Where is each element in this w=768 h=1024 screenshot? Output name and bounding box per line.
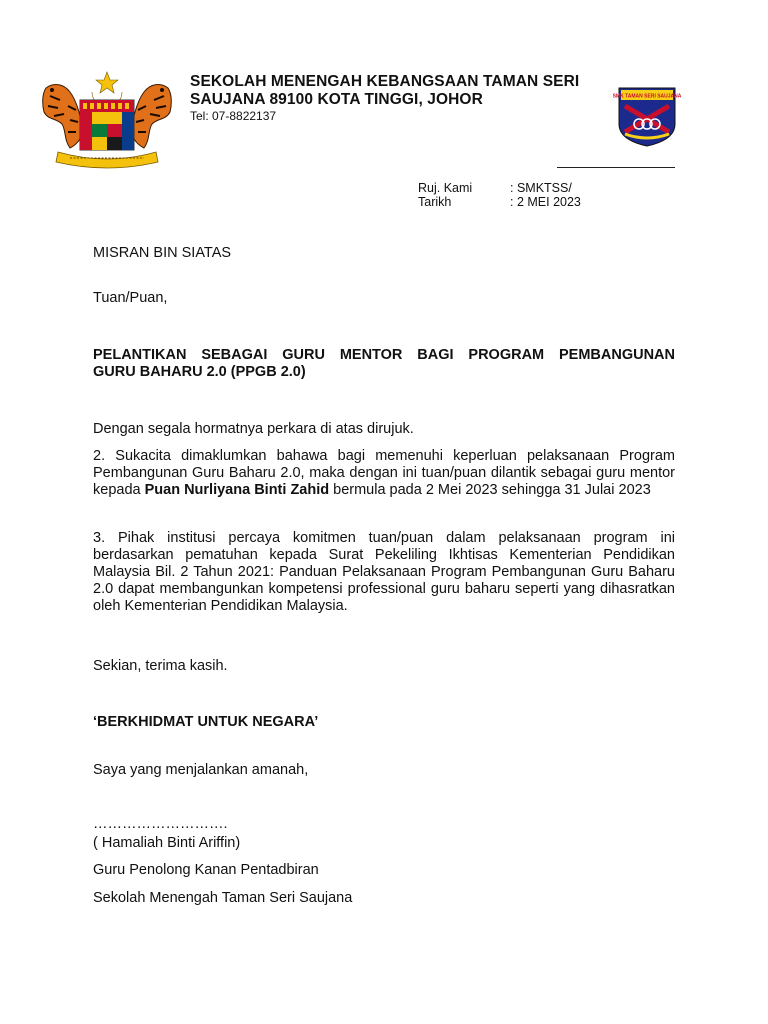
motto: ‘BERKHIDMAT UNTUK NEGARA’ (93, 714, 319, 730)
subject-line-2: GURU BAHARU 2.0 (PPGB 2.0) (93, 364, 306, 380)
paragraph-2 (93, 448, 675, 499)
school-crest-text: SMK TAMAN SERI SAUJANA (612, 93, 682, 100)
paragraph-2-text: 2. Sukacita dimaklumkan bahawa bagi memenuhi keperluan pelaksanaan Program Pembangunan Guru Baharu 2.0, maka dengan ini tuan/puan dilantik sebagai guru mentor kepada (93, 448, 675, 498)
school-address-line: SAUJANA 89100 KOTA TINGGI, JOHOR (190, 91, 483, 108)
appointment-period: bermula pada 2 Mei 2023 sehingga 31 Julai 2023 (329, 482, 651, 498)
subject-line-1: PELANTIKAN SEBAGAI GURU MENTOR BAGI PROGRAM PEMBANGUNAN (93, 347, 675, 363)
signer-school: Sekolah Menengah Taman Seri Saujana (93, 890, 353, 906)
recipient-name: MISRAN BIN SIATAS (93, 245, 232, 261)
school-name-line1: SEKOLAH MENENGAH KEBANGSAAN TAMAN SERI (190, 73, 580, 90)
tarikh-value: : 2 MEI 2023 (510, 195, 581, 209)
mentee-name: Puan Nurliyana Binti Zahid (144, 482, 330, 498)
school-crest-icon (612, 86, 682, 148)
salutation: Tuan/Puan, (93, 290, 168, 306)
tarikh-label: Tarikh (418, 195, 452, 209)
paragraph-3: 3. Pihak institusi percaya komitmen tuan/puan dalam pelaksanaan program ini berdasarkan pematuhan kepada Surat Pekeliling Ikhtisas Kementerian Pendidikan Malaysia Bil. 2 Tahun 2021: Panduan Pelaksanaan Program Pembangunan Guru Baharu 2.0 dapat membangunkan kompetensi professional guru baharu seperti yang dihasratkan oleh Kementerian Pendidikan Malaysia. (93, 530, 675, 614)
closing-line: Sekian, terima kasih. (93, 658, 228, 674)
malaysia-coat-of-arms-icon (40, 70, 174, 170)
header-divider (557, 167, 675, 168)
school-telephone: Tel: 07-8822137 (190, 109, 277, 123)
signature-line: ………………………. (93, 816, 228, 832)
ruj-kami-label: Ruj. Kami (418, 181, 473, 195)
signer-title: Guru Penolong Kanan Pentadbiran (93, 862, 319, 878)
signer-name: ( Hamaliah Binti Ariffin) (93, 835, 241, 851)
ruj-kami-value: : SMKTSS/ (510, 181, 572, 195)
paragraph-1: Dengan segala hormatnya perkara di atas dirujuk. (93, 421, 414, 437)
amanah-line: Saya yang menjalankan amanah, (93, 762, 309, 778)
